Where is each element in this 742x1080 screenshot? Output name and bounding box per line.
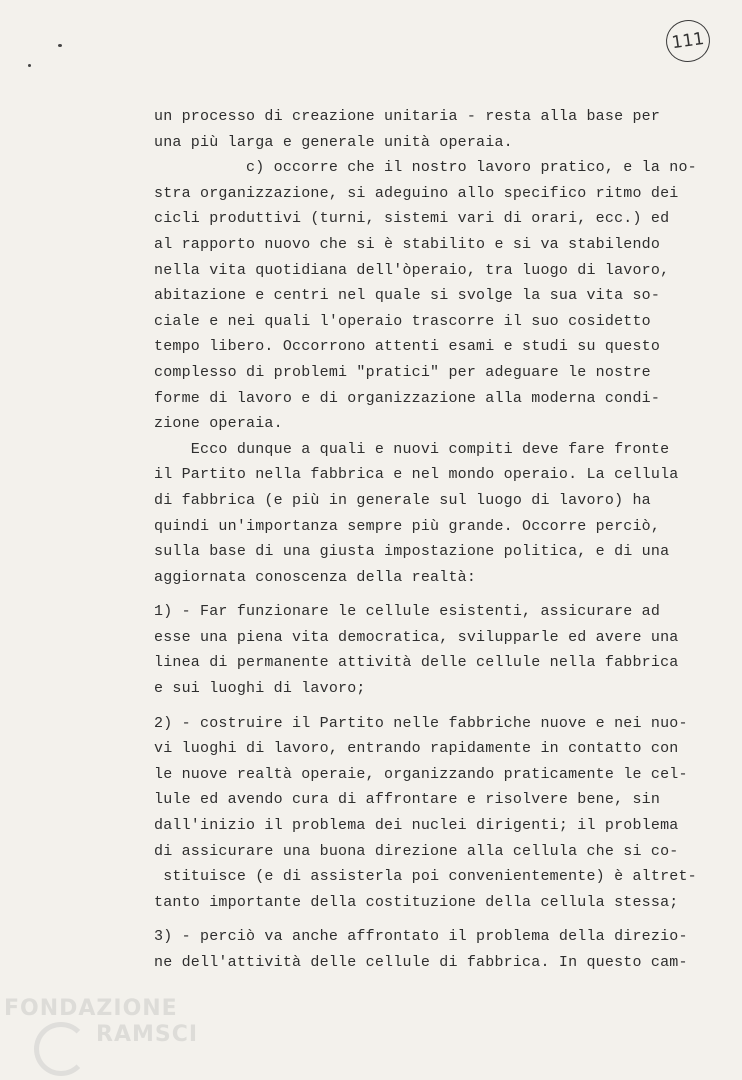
text-line: un processo di creazione unitaria - resta alla base per bbox=[154, 108, 661, 125]
text-line: tempo libero. Occorrono attenti esami e studi su questo bbox=[154, 338, 661, 356]
paragraph-gap bbox=[154, 590, 674, 599]
text-line: forme di lavoro e di organizzazione alla moderna condi- bbox=[154, 389, 661, 407]
text-line: al rapporto nuovo che si è stabilito e si va stabilendo bbox=[154, 235, 661, 253]
watermark-line-2: RAMSCI bbox=[96, 1022, 199, 1047]
text-line: abitazione e centri nel quale si svolge la sua vita so- bbox=[154, 287, 661, 305]
document-body bbox=[154, 104, 697, 976]
text-line: stituisce (e di assisterla poi convenientemente) è altret- bbox=[154, 868, 697, 886]
text-line: complesso di problemi "pratici" per adeguare le nostre bbox=[154, 363, 651, 381]
text-line: linea di permanente attività delle cellule nella fabbrica bbox=[154, 654, 679, 672]
text-line: ciale e nei quali l'operaio trascorre il suo cosidetto bbox=[154, 312, 651, 330]
text-line: di assicurare una buona direzione alla cellula che si co- bbox=[154, 842, 679, 860]
text-line: cicli produttivi (turni, sistemi vari di orari, ecc.) ed bbox=[154, 210, 670, 228]
text-line: zione operaia. bbox=[154, 415, 283, 433]
watermark-line-1: FONDAZIONE bbox=[4, 996, 178, 1021]
watermark-logo bbox=[4, 996, 199, 1048]
text-line: le nuove realtà operaie, organizzando praticamente le cel- bbox=[154, 765, 688, 783]
page-number-stamp bbox=[663, 17, 712, 65]
text-line: esse una piena vita democratica, svilupparle ed avere una bbox=[154, 628, 679, 646]
text-line: 2) - costruire il Partito nelle fabbriche nuove e nei nuo- bbox=[154, 714, 688, 732]
text-line: quindi un'importanza sempre più grande. Occorre perciò, bbox=[154, 517, 661, 535]
paragraph-gap bbox=[154, 915, 674, 924]
text-line: una più larga e generale unità operaia. bbox=[154, 133, 513, 151]
text-line: ne dell'attività delle cellule di fabbrica. In questo cam- bbox=[154, 954, 688, 971]
text-line: Ecco dunque a quali e nuovi compiti deve fare fronte bbox=[154, 440, 670, 458]
ink-speck bbox=[28, 64, 31, 67]
watermark-g-icon bbox=[34, 1022, 88, 1076]
text-line: dall'inizio il problema dei nuclei dirigenti; il problema bbox=[154, 817, 679, 835]
page-number: 111 bbox=[670, 28, 706, 54]
text-line: di fabbrica (e più in generale sul luogo di lavoro) ha bbox=[154, 491, 651, 509]
text-line: il Partito nella fabbrica e nel mondo operaio. La cellula bbox=[154, 466, 679, 484]
text-line: 3) - perciò va anche affrontato il problema della direzio- bbox=[154, 928, 688, 946]
text-line: 1) - Far funzionare le cellule esistenti, assicurare ad bbox=[154, 603, 661, 621]
text-line: vi luoghi di lavoro, entrando rapidamente in contatto con bbox=[154, 740, 679, 758]
text-line: lule ed avendo cura di affrontare e risolvere bene, sin bbox=[154, 791, 661, 809]
text-line: stra organizzazione, si adeguino allo specifico ritmo dei bbox=[154, 184, 679, 202]
text-line: sulla base di una giusta impostazione politica, e di una bbox=[154, 543, 670, 561]
text-line: nella vita quotidiana dell'òperaio, tra luogo di lavoro, bbox=[154, 261, 670, 279]
text-line: e sui luoghi di lavoro; bbox=[154, 680, 366, 698]
text-line: aggiornata conoscenza della realtà: bbox=[154, 568, 477, 586]
text-line: tanto importante della costituzione della cellula stessa; bbox=[154, 893, 679, 911]
ink-speck bbox=[58, 44, 62, 47]
paragraph-gap bbox=[154, 702, 674, 711]
text-line: c) occorre che il nostro lavoro pratico, e la no- bbox=[154, 159, 697, 177]
